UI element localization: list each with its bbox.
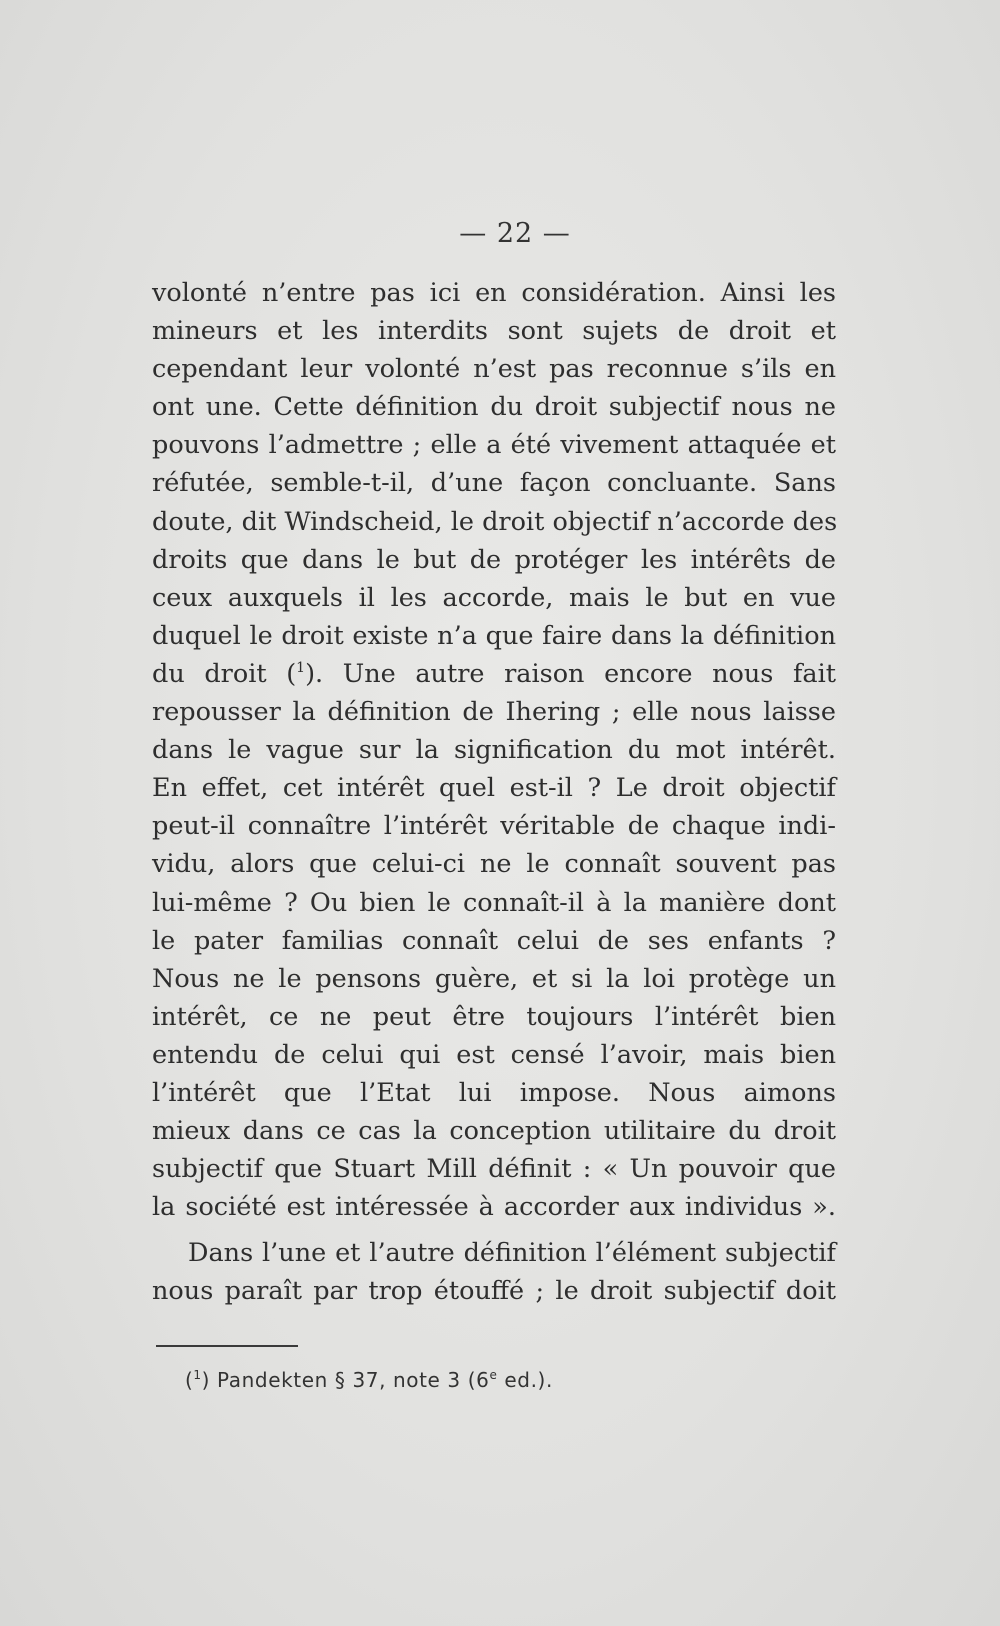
footnote-marker-close: ) [201,1368,211,1392]
text-fragment: Une autre raison encore nous fait [342,658,836,689]
text-line: En effet, cet intérêt quel est-il ? Le droit objectif [152,773,836,804]
text-fragment: du droit [152,658,267,689]
footnote-superscript: e [489,1368,498,1382]
text-line: l’intérêt que l’Etat lui impose. Nous aimons [152,1077,836,1108]
text-line: intérêt, ce ne peut être toujours l’intérêt bien [152,1001,836,1032]
text-line: pouvons l’admettre ; elle a été vivement attaquée et [152,430,836,461]
text-line: ceux auxquels il les accorde, mais le but en vue [152,582,836,613]
text-line: entendu de celui qui est censé l’avoir, mais bien [152,1039,836,1070]
text-line: Nous ne le pensons guère, et si la loi protège un [152,963,836,994]
text-line: le pater familias connaît celui de ses enfants ? [152,925,836,956]
footnote-ref-open: ( [286,658,297,689]
footnote-text: Pandekten § 37, note 3 (6 [217,1368,490,1392]
text-line: cependant leur volonté n’est pas reconnue s’ils en [152,354,836,385]
text-line: droits que dans le but de protéger les intérêts de [152,544,836,575]
text-line: vidu, alors que celui-ci ne le connaît souvent pas [152,849,836,880]
footnote-ref-number: 1 [296,659,306,676]
footnote-marker-open: ( [185,1368,194,1392]
footnote-reference[interactable] [286,659,323,689]
text-line: repousser la définition de Ihering ; elle nous laisse [152,697,836,728]
text-line: doute, dit Windscheid, le droit objectif n’accorde des [152,506,838,537]
text-line: dans le vague sur la signification du mot intérêt. [152,735,836,766]
text-line: ont une. Cette définition du droit subjectif nous ne [152,392,836,423]
text-line: mineurs et les interdits sont sujets de droit et [152,316,836,347]
text-line: nous paraît par trop étouffé ; le droit subjectif doit [152,1276,836,1307]
text-line: volonté n’entre pas ici en considération. Ainsi les [152,278,836,308]
footnote-ref-close: ). [305,658,324,689]
text-line: subjectif que Stuart Mill définit : « Un pouvoir que [152,1154,836,1185]
footnote [185,1368,553,1392]
text-line-with-footnote-ref [152,655,836,693]
body-text [152,274,836,1311]
footnote-text-end: ed.). [497,1368,553,1392]
paragraph-gap [152,1226,836,1234]
footnote-separator [156,1345,298,1347]
text-line: la société est intéressée à accorder aux individus ». [152,1192,836,1223]
page-number: — 22 — [459,218,571,249]
text-line: Dans l’une et l’autre définition l’élément subjectif [188,1238,836,1269]
text-line: lui-même ? Ou bien le connaît-il à la manière dont [152,887,836,918]
text-line: mieux dans ce cas la conception utilitaire du droit [152,1116,836,1147]
text-line: duquel le droit existe n’a que faire dans la définition [152,620,836,651]
text-line: peut-il connaître l’intérêt véritable de chaque indi- [152,811,836,842]
footnote-marker-number: 1 [193,1368,202,1382]
text-line: réfutée, semble-t-il, d’une façon concluante. Sans [152,468,836,499]
